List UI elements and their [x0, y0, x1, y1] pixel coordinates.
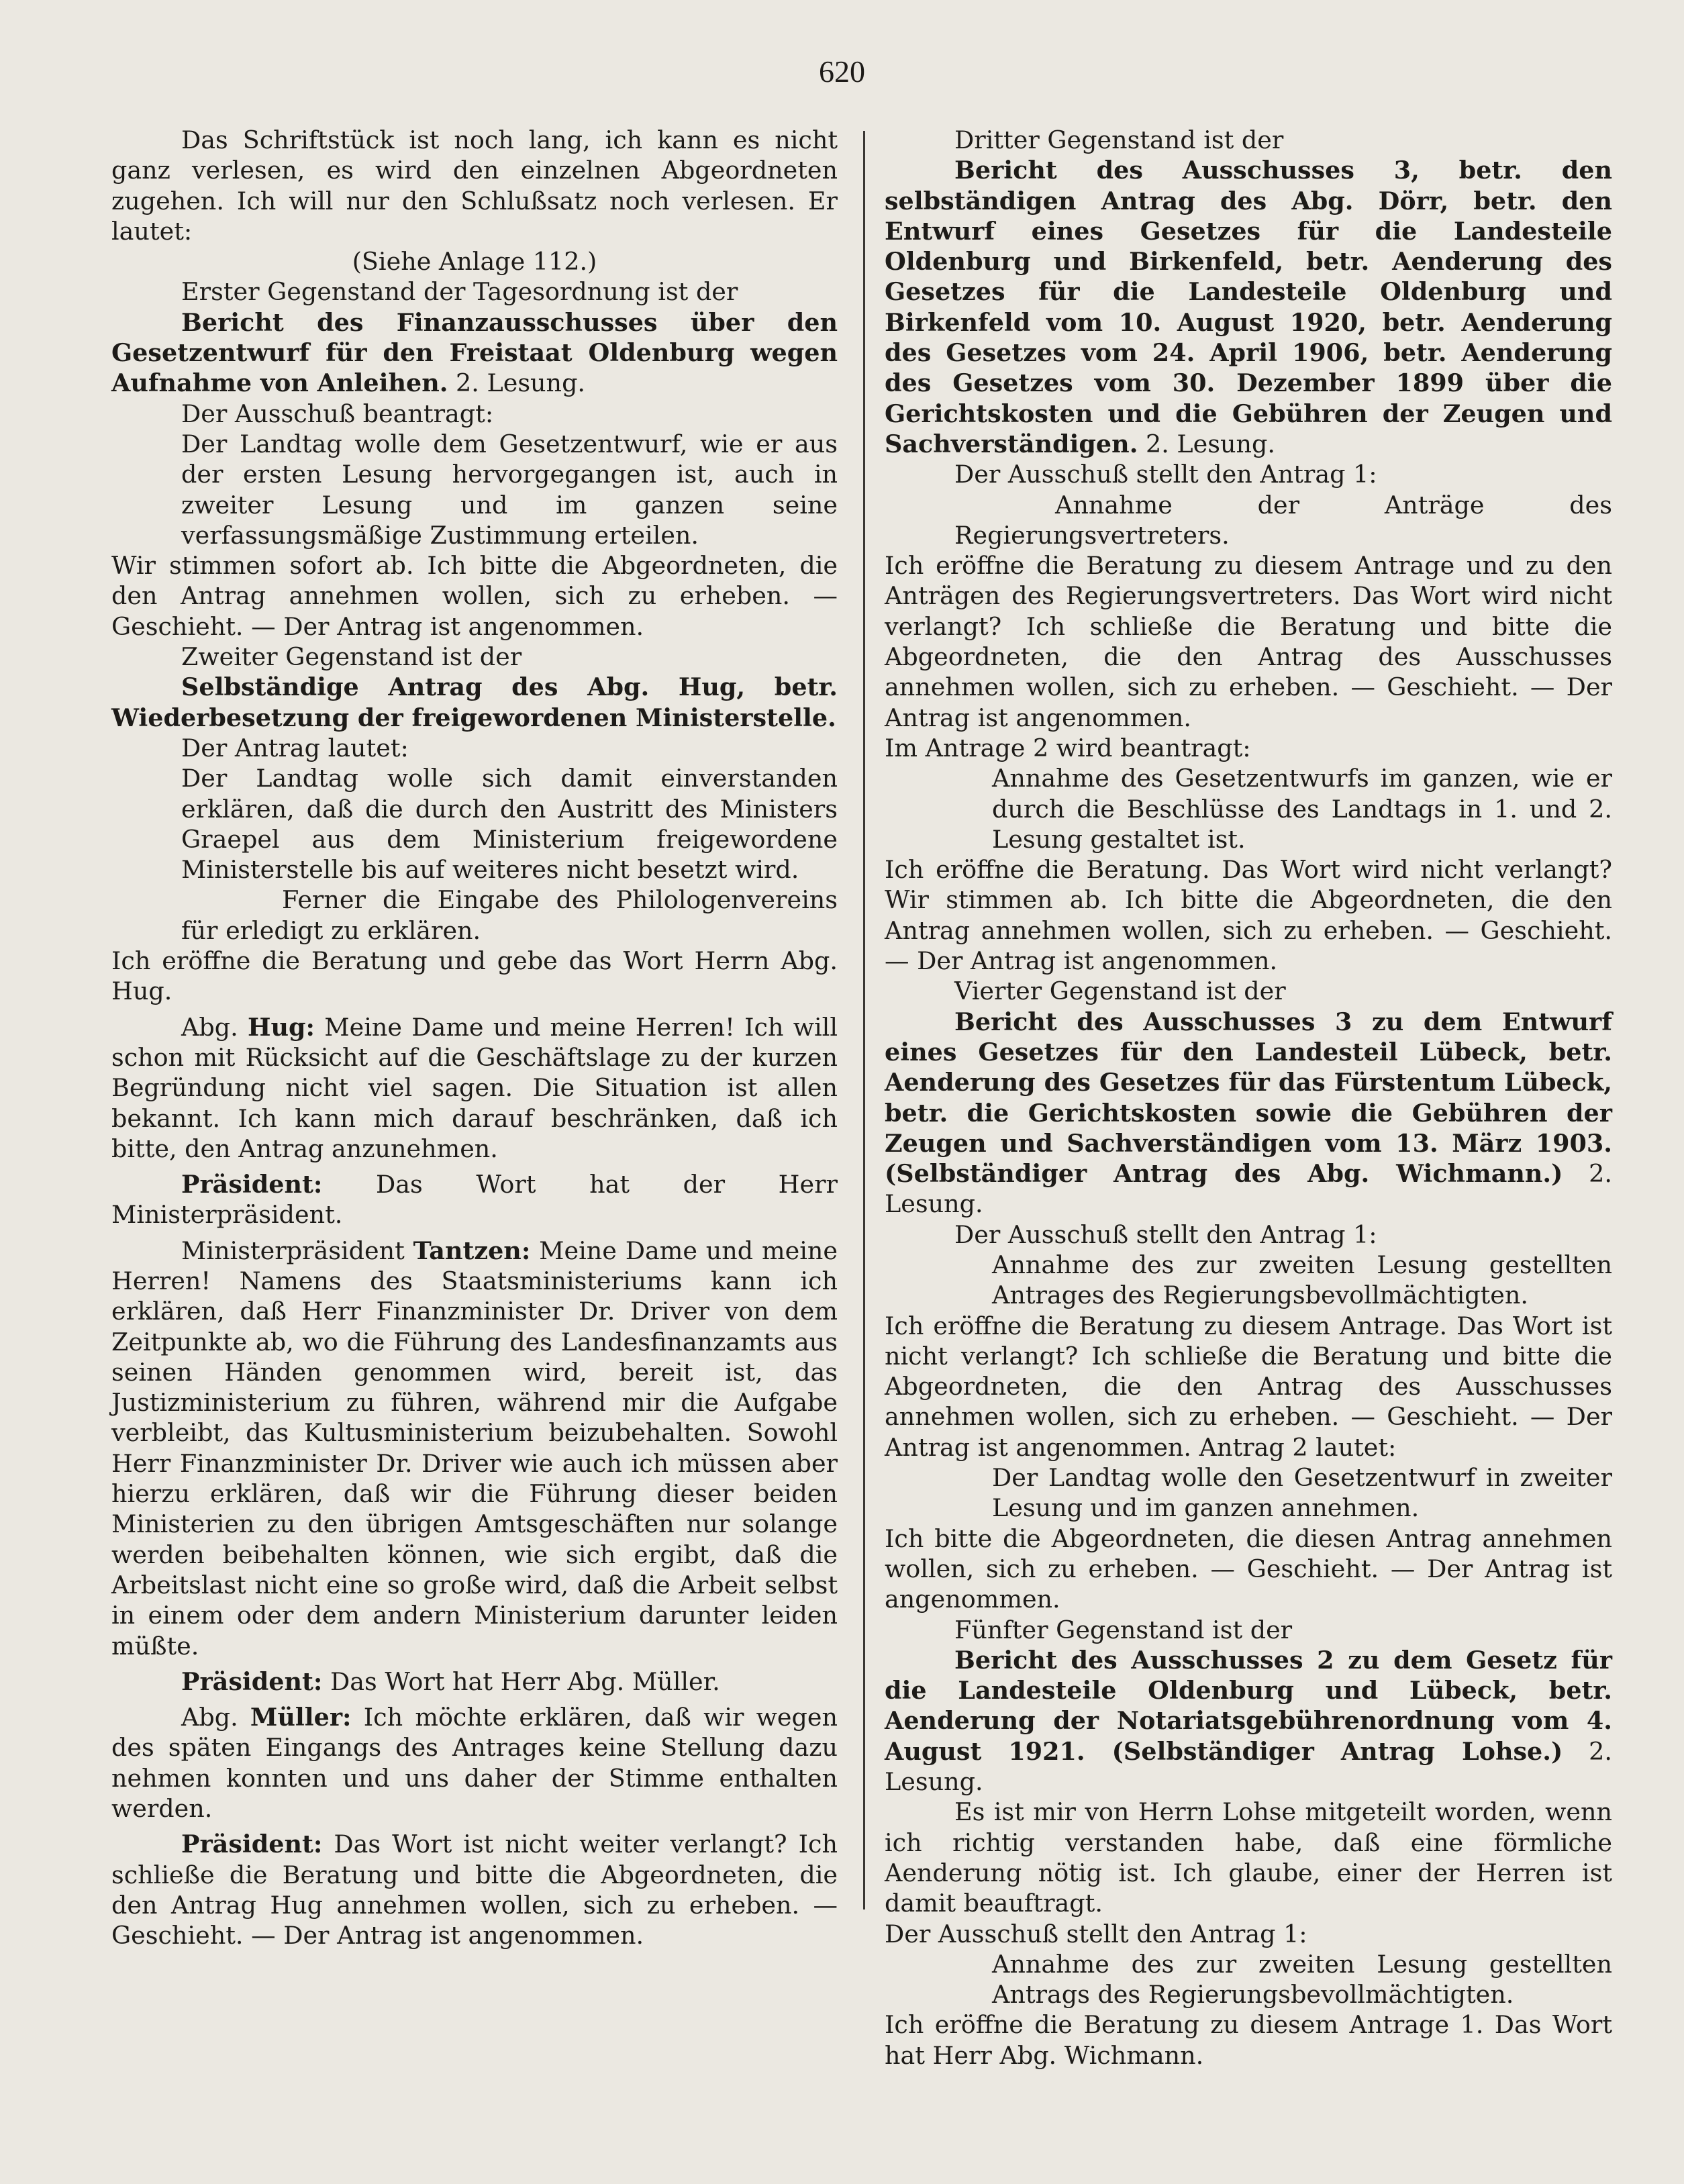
speech-paragraph	[111, 1012, 838, 1164]
motion-text: Der Landtag wolle den Gesetzentwurf in zweiter Lesung und im ganzen annehmen.	[992, 1463, 1612, 1523]
column-divider	[863, 131, 865, 1909]
speech-paragraph	[111, 1169, 838, 1230]
speech-text: Ich möchte erklären, daß wir wegen des späten Eingangs des Antrages keine Stellung dazu nehmen konnten und uns daher der Stimme enthalten werden.	[111, 1703, 838, 1824]
paragraph: Das Schriftstück ist noch lang, ich kann es nicht ganz verlesen, es wird den einzelnen Abgeordneten zugehen. Ich will nur den Schlußsatz noch verlesen. Er lautet:	[111, 126, 838, 246]
paragraph: Ich bitte die Abgeordneten, die diesen Antrag annehmen wollen, sich zu erheben. — Geschieht. — Der Antrag ist angenommen.	[885, 1524, 1612, 1614]
paragraph: Der Ausschuß stellt den Antrag 1:	[885, 1919, 1307, 1948]
speech-paragraph	[111, 1829, 838, 1950]
agenda-item-title: Bericht des Ausschusses 2 zu dem Gesetz für die Landesteile Oldenburg und Lübeck, betr. Aenderung der Notariatsgebührenordnung vom 4. August 1921. (Selbständiger Antrag Lohse.)	[885, 1645, 1612, 1766]
speech-text: Das Wort ist nicht weiter verlangt? Ich schließe die Beratung und bitte die Abgeordneten, die den Antrag Hug annehmen wollen, sich zu erheben. — Geschieht. — Der Antrag ist angenommen.	[111, 1830, 838, 1950]
speech-paragraph	[111, 1702, 838, 1824]
speech-paragraph	[111, 1236, 838, 1661]
motion-text: Annahme des Gesetzentwurfs im ganzen, wie er durch die Beschlüsse des Landtags in 1. und 2. Lesung gestaltet ist.	[992, 764, 1612, 854]
agenda-item-title: Bericht des Finanzausschusses über den Gesetzentwurf für den Freistaat Oldenburg wegen Aufnahme von Anleihen.	[111, 307, 838, 398]
paragraph: Der Ausschuß stellt den Antrag 1:	[954, 1220, 1377, 1249]
paragraph: Ich eröffne die Beratung. Das Wort wird nicht verlangt? Wir stimmen ab. Ich bitte die Abgeordneten, die den Antrag annehmen wollen, sich zu erheben. — Geschieht. — Der Antrag ist angenommen.	[885, 855, 1612, 976]
paragraph: Erster Gegenstand der Tagesordnung ist der	[181, 277, 738, 307]
motion-text: Der Landtag wolle sich damit einverstanden erklären, daß die durch den Austritt des Ministers Graepel aus dem Ministerium freigewordene Ministerstelle bis auf weiteres nicht besetzt wird.	[181, 764, 838, 885]
speaker-role: Ministerpräsident	[181, 1236, 413, 1265]
paragraph: Vierter Gegenstand ist der	[954, 977, 1286, 1006]
agenda-item-title: Bericht des Ausschusses 3 zu dem Entwurf eines Gesetzes für den Landesteil Lübeck, betr. Aenderung des Gesetzes für das Fürstentum Lübeck, betr. die Gerichtskosten sowie die Gebühren der Zeugen und Sachverständigen vom 13. März 1903. (Selbständiger Antrag des Abg. Wichmann.)	[885, 1007, 1612, 1189]
paragraph: (Siehe Anlage 112.)	[352, 247, 597, 277]
paragraph: Es ist mir von Herrn Lohse mitgeteilt worden, wenn ich richtig verstanden habe, daß eine förmliche Aenderung nötig ist. Ich glaube, einer der Herren ist damit beauftragt.	[885, 1797, 1612, 1918]
agenda-item-title: Bericht des Ausschusses 3, betr. den selbständigen Antrag des Abg. Dörr, betr. den Entwurf eines Gesetzes für die Landesteile Oldenburg und Birkenfeld, betr. Aenderung des Gesetzes für die Landesteile Oldenburg und Birkenfeld vom 10. August 1920, betr. Aenderung des Gesetzes vom 24. April 1906, betr. Aenderung des Gesetzes vom 30. Dezember 1899 über die Gerichtskosten und die Gebühren der Zeugen und Sachverständigen.	[885, 156, 1612, 458]
paragraph: Ich eröffne die Beratung zu diesem Antrage 1. Das Wort hat Herr Abg. Wichmann.	[885, 2010, 1612, 2070]
speech-text: Meine Dame und meine Herren! Ich will schon mit Rücksicht auf die Geschäftslage zu der kurzen Begründung nicht viel sagen. Die Situation ist allen bekannt. Ich kann mich darauf beschränken, daß ich bitte, den Antrag anzunehmen.	[111, 1012, 838, 1163]
speaker-role: Abg.	[181, 1703, 250, 1732]
speech-text: Das Wort hat der Herr Ministerpräsident.	[111, 1170, 838, 1230]
speaker-name: Hug:	[247, 1012, 315, 1042]
paragraph: Ich eröffne die Beratung und gebe das Wort Herrn Abg. Hug.	[111, 946, 838, 1006]
paragraph: Dritter Gegenstand ist der	[954, 126, 1284, 154]
right-column	[885, 125, 1612, 2071]
agenda-item-heading	[111, 307, 838, 399]
speech-text: Meine Dame und meine Herren! Namens des Staatsministeriums kann ich erklären, daß Herr Finanzminister Dr. Driver von dem Zeitpunkte ab, wo die Führung des Landesfinanzamts aus seinen Händen genommen wird, bereit ist, das Justizministerium zu führen, während mir die Aufgabe verbleibt, das Kultusministerium beizubehalten. Sowohl Herr Finanzminister Dr. Driver wie auch ich müssen aber hierzu erklären, daß wir die Führung dieser beiden Ministerien zu den übrigen Amtsgeschäften nur solange werden beibehalten können, wie sich ergibt, daß die Arbeitslast nicht eine so große wird, daß die Arbeit selbst in einem oder dem andern Ministerium darunter leiden müßte.	[111, 1236, 838, 1660]
agenda-item-reading: 2. Lesung.	[885, 1736, 1612, 1797]
speaker-name: Präsident:	[181, 1667, 323, 1696]
speech-paragraph	[111, 1667, 838, 1697]
agenda-item-heading	[885, 1007, 1612, 1220]
left-column	[111, 125, 838, 1951]
motion-text: Annahme des zur zweiten Lesung gestellten Antrages des Regierungsbevollmächtigten.	[992, 1250, 1612, 1310]
speaker-name: Präsident:	[181, 1170, 323, 1199]
speaker-name: Tantzen:	[413, 1236, 531, 1265]
speech-text: Das Wort hat Herr Abg. Müller.	[322, 1667, 720, 1696]
agenda-item-reading: 2. Lesung.	[1138, 429, 1275, 458]
paragraph: Ich eröffne die Beratung zu diesem Antrage. Das Wort ist nicht verlangt? Ich schließe die Beratung und bitte die Abgeordneten, die den Antrag des Ausschusses annehmen wollen, sich zu erheben. — Geschieht. — Der Antrag ist angenommen. Antrag 2 lautet:	[885, 1311, 1612, 1462]
speaker-role: Abg.	[181, 1012, 248, 1042]
speaker-name: Müller:	[250, 1703, 352, 1732]
motion-text: Der Landtag wolle dem Gesetzentwurf, wie er aus der ersten Lesung hervorgegangen ist, auch in zweiter Lesung und im ganzen seine verfassungsmäßige Zustimmung erteilen.	[181, 429, 838, 550]
paragraph: Der Ausschuß stellt den Antrag 1:	[954, 460, 1377, 489]
paragraph: Fünfter Gegenstand ist der	[954, 1615, 1293, 1644]
page-number: 620	[819, 54, 865, 89]
motion-text: Annahme der Anträge des Regierungsvertreters.	[954, 490, 1612, 550]
motion-text: Annahme des zur zweiten Lesung gestellten Antrags des Regierungsbevollmächtigten.	[992, 1949, 1612, 2009]
agenda-item-heading	[885, 1645, 1612, 1797]
agenda-item-reading: 2. Lesung.	[885, 1159, 1612, 1219]
paragraph: Der Ausschuß beantragt:	[181, 399, 494, 428]
motion-text: Ferner die Eingabe des Philologenvereins für erledigt zu erklären.	[181, 885, 838, 945]
agenda-item-heading	[885, 155, 1612, 459]
paragraph: Im Antrage 2 wird beantragt:	[885, 733, 1251, 762]
paragraph: Ich eröffne die Beratung zu diesem Antrage und zu den Anträgen des Regierungsvertreters. Das Wort wird nicht verlangt? Ich schließe die Beratung und bitte die Abgeordneten, die den Antrag des Ausschusses annehmen wollen, sich zu erheben. — Geschieht. — Der Antrag ist angenommen.	[885, 551, 1612, 732]
agenda-item-heading	[111, 672, 838, 733]
paragraph: Der Antrag lautet:	[181, 733, 409, 762]
agenda-item-title: Selbständige Antrag des Abg. Hug, betr. Wiederbesetzung der freigewordenen Ministerstelle.	[111, 673, 838, 732]
paragraph: Wir stimmen sofort ab. Ich bitte die Abgeordneten, die den Antrag annehmen wollen, sich zu erheben. — Geschieht. — Der Antrag ist angenommen.	[111, 551, 838, 641]
agenda-item-reading: 2. Lesung.	[448, 368, 586, 398]
speaker-name: Präsident:	[181, 1830, 323, 1859]
paragraph: Zweiter Gegenstand ist der	[181, 642, 522, 672]
